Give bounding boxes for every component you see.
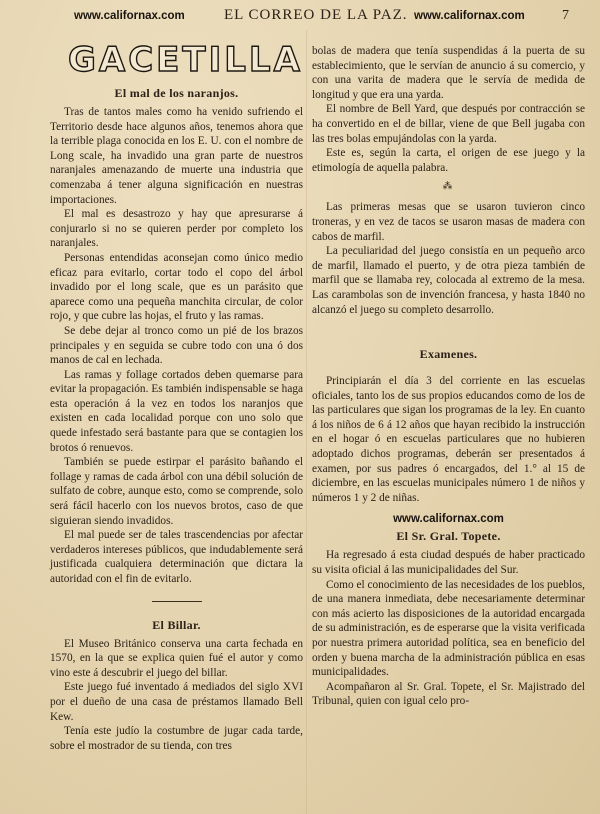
paragraph: bolas de madera que tenía suspendidas á la puerta de su establecimiento, que le servían de anuncio á su comercio, y con una varita de madera que le servía de medida de longitud y que era una yarda. [312, 45, 585, 101]
page-number: 7 [562, 8, 569, 23]
article-title-naranjos: El mal de los naranjos. [114, 86, 239, 100]
paragraph: Se debe dejar al tronco como un pié de los brazos principales y en seguida se cubre todo con una ó dos manos de cal en lechada. [50, 324, 303, 367]
paragraph: Ha regresado á esta ciudad después de haber practicado su visita oficial á las municipalidades del Sur. [312, 549, 585, 577]
article-title-billar: El Billar. [152, 617, 201, 632]
paragraph: El Museo Británico conserva una carta fechada en 1570, en la que se explica quien fué el autor y como vino este á descubrir el juego del billar. [50, 637, 303, 679]
paragraph: Tras de tantos males como ha venido sufriendo el Territorio desde hace algunos años, tenemos ahora que la terrible plaga conocida en los E. U. con el nombre de Long scale, ha invadido una gran parte de nuestros naranjales amenazando de muerte una industria que comenzaba á tener alguna significación en nuestras importaciones. [50, 106, 303, 206]
article-title-topete: El Sr. Gral. Topete. [396, 529, 501, 544]
section-masthead: GACETILLA [68, 40, 303, 80]
spacer [312, 317, 585, 343]
paragraph: Tenía este judío la costumbre de jugar cada tarde, sobre el mostrador de su tienda, con tres [50, 725, 303, 752]
paragraph: Personas entendidas aconsejan como único medio eficaz para evitarlo, cortar todo el copo del árbol invadido por el long scale, que es un parásito que aparece como una pequeña manchita circular, de color rojo, y que cubre las hojas, el fruto y las ramas. [50, 251, 303, 323]
paragraph: El mal puede ser de tales trascendencias por afectar verdaderos intereses públicos, que indudablemente será justificada cualquiera determinación que dictara la autoridad con el fin de evitarlo. [50, 529, 303, 585]
paragraph: El nombre de Bell Yard, que después por contracción se ha convertido en el de billar, viene de que Bell jugaba con las tres bolas empujándolas con la yarda. [312, 103, 585, 145]
site-watermark: www.californax.com [393, 513, 504, 526]
right-column [312, 44, 585, 709]
paragraph: Las primeras mesas que se usaron tuvieron cinco troneras, y en vez de tacos se usaron masas de madera con cabos de marfil. [312, 201, 585, 243]
paragraph: También se puede estirpar el parásito bañando el follage y ramas de cada árbol con una débil solución de sulfato de cobre, aunque esto, como se comprende, solo será fácil hacerlo con los nuevos brotos, caso de que siguieran siendo invadidos. [50, 456, 303, 527]
paragraph: Este juego fué inventado á mediados del siglo XVI por el dueño de una casa de préstamos llamado Bell Kew. [50, 681, 303, 723]
paragraph: Principiarán el día 3 del corriente en las escuelas oficiales, tanto los de sus propios educandos como de los de las particulares que sigan los programas de la ley. En cuanto á los niños de 6 á 12 años que hayan recibido la instrucción en el hogar ó en escuelas particulares que no hubieren adoptado dichos programas, deberán ser presentados á examen, por sus padres ó encargados, del 1.° al 15 de diciembre, en las escuelas municipales número 1 de niños y números 1 y 2 de niñas. [312, 375, 585, 504]
page-header [0, 6, 600, 28]
section-divider [152, 601, 202, 602]
site-url-right: www.californax.com [414, 10, 525, 22]
column-fold [306, 30, 308, 814]
left-column [50, 30, 303, 753]
paragraph: El mal es desastrozo y hay que apresurarse á conjurarlo si no se quieren perder por completo los naranjales. [50, 208, 303, 250]
paragraph: Acompañaron al Sr. Gral. Topete, el Sr. Majistrado del Tribunal, quien con igual celo pro- [312, 680, 585, 708]
article-title-examenes: Examenes. [419, 347, 478, 362]
paragraph: Este es, según la carta, el origen de ese juego y la etimología de aquella palabra. [312, 147, 585, 174]
paragraph: Como el conocimiento de las necesidades de los pueblos, de una manera inmediata, debe necesariamente determinar con más acierto las disposiciones de la autoridad encargada de su administración, es de esperarse que la visita verificada por nuestra primera autoridad política, sea en beneficio del orden y buena marcha de la administración pública en esas municipalidades. [312, 578, 585, 679]
newspaper-title: EL CORREO DE LA PAZ. [224, 7, 408, 23]
site-url-left: www.californax.com [74, 10, 185, 22]
paragraph: Las ramas y follage cortados deben quemarse para evitar la propagación. Es también indispensable se haga esta operación á la vez en todos los naranjos que existen en cada localidad porque con uno solo que quede infestado será bastante para que se contagien los brotos ó renuevos. [50, 368, 303, 454]
asterism-separator: ⁂ [442, 181, 455, 193]
paragraph: La peculiaridad del juego consistía en un pequeño arco de marfil, llamado el puerto, y de otra pieza también de marfil que se llamaba rey, colocada al extremo de la mesa. Las carambolas son de invención francesa, y hasta 1840 no alcanzó el juego su completo desarrollo. [312, 245, 585, 316]
